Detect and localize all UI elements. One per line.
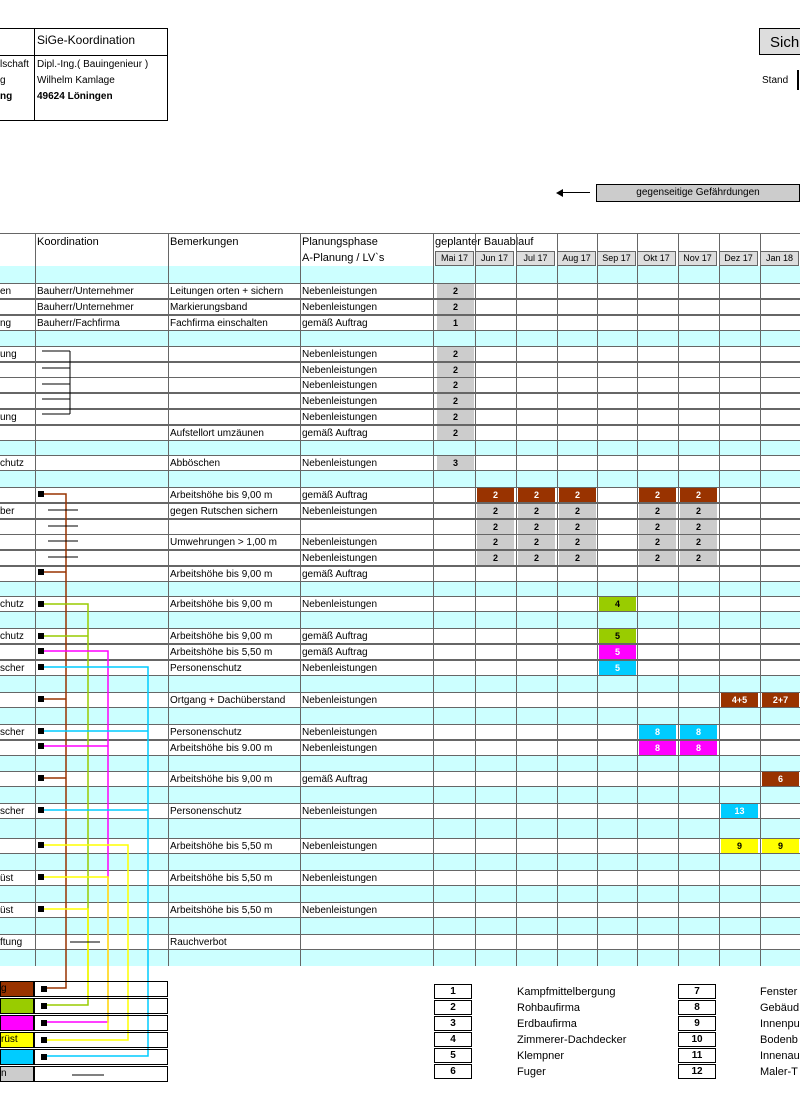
row-bemerkung: Arbeitshöhe bis 5,50 m bbox=[170, 873, 273, 884]
col-koordination: Koordination bbox=[37, 236, 99, 248]
row-bemerkung: Personenschutz bbox=[170, 663, 242, 674]
right-title: Sich bbox=[770, 34, 800, 51]
legend-number: 2 bbox=[434, 1000, 472, 1015]
schedule-cell: 2 bbox=[639, 488, 676, 502]
schedule-cell: 2 bbox=[518, 551, 555, 565]
legend-swatch bbox=[0, 981, 34, 997]
legend-trade: Maler-T bbox=[760, 1066, 798, 1078]
schedule-cell: 2 bbox=[437, 363, 474, 377]
legend-trade: Zimmerer-Dachdecker bbox=[517, 1034, 627, 1046]
schedule-cell: 2 bbox=[437, 426, 474, 440]
legend-trade: Kampfmittelbergung bbox=[517, 986, 616, 998]
legend-swatch bbox=[0, 998, 34, 1014]
month-2: Jul 17 bbox=[516, 251, 555, 266]
row-activity: üst bbox=[0, 905, 14, 916]
legend-number: 6 bbox=[434, 1064, 472, 1079]
schedule-cell: 2 bbox=[437, 347, 474, 361]
row-activity: üst bbox=[0, 873, 14, 884]
month-8: Jan 18 bbox=[760, 251, 799, 266]
row-activity: chutz bbox=[0, 599, 24, 610]
row-planungsphase: Nebenleistungen bbox=[302, 506, 378, 517]
row-koordination: Bauherr/Fachfirma bbox=[37, 318, 120, 329]
row-planungsphase: Nebenleistungen bbox=[302, 727, 378, 738]
schedule-cell: 2 bbox=[477, 504, 514, 518]
legend-box bbox=[34, 1032, 168, 1048]
schedule-cell: 2 bbox=[680, 535, 717, 549]
schedule-cell: 2 bbox=[518, 488, 555, 502]
row-planungsphase: Nebenleistungen bbox=[302, 458, 378, 469]
connector-brown bbox=[44, 494, 66, 988]
row-planungsphase: Nebenleistungen bbox=[302, 412, 378, 423]
row-planungsphase: gemäß Auftrag bbox=[302, 647, 368, 658]
schedule-cell: 8 bbox=[680, 741, 717, 755]
row-activity: scher bbox=[0, 727, 25, 738]
row-planungsphase: gemäß Auftrag bbox=[302, 631, 368, 642]
col-planungsphase2: A-Planung / LV`s bbox=[302, 252, 385, 264]
month-3: Aug 17 bbox=[557, 251, 596, 266]
sige-title: SiGe-Koordination bbox=[37, 33, 136, 47]
row-bemerkung: Personenschutz bbox=[170, 806, 242, 817]
row-planungsphase: Nebenleistungen bbox=[302, 286, 378, 297]
schedule-cell: 5 bbox=[599, 661, 636, 675]
row-activity: chutz bbox=[0, 631, 24, 642]
row-activity: ber bbox=[0, 506, 15, 517]
schedule-cell: 2 bbox=[639, 551, 676, 565]
schedule-cell: 2 bbox=[559, 551, 596, 565]
row-planungsphase: Nebenleistungen bbox=[302, 396, 378, 407]
schedule-cell: 13 bbox=[721, 804, 758, 818]
row-planungsphase: gemäß Auftrag bbox=[302, 569, 368, 580]
month-6: Nov 17 bbox=[678, 251, 717, 266]
row-planungsphase: Nebenleistungen bbox=[302, 302, 378, 313]
row-activity: scher bbox=[0, 806, 25, 817]
row-bemerkung: Abböschen bbox=[170, 458, 221, 469]
left-line3: ng bbox=[0, 91, 13, 102]
row-bemerkung: Fachfirma einschalten bbox=[170, 318, 268, 329]
marker-square bbox=[41, 1054, 47, 1060]
legend-trade: Bodenb bbox=[760, 1034, 798, 1046]
row-planungsphase: gemäß Auftrag bbox=[302, 490, 368, 501]
legend-number: 11 bbox=[678, 1048, 716, 1063]
left-line2: g bbox=[0, 75, 6, 86]
marker-square bbox=[41, 1037, 47, 1043]
legend-trade: Fenster bbox=[760, 986, 798, 998]
col-bauablauf: geplanter Bauablauf bbox=[435, 236, 534, 248]
legend-number: 9 bbox=[678, 1016, 716, 1031]
month-4: Sep 17 bbox=[597, 251, 636, 266]
schedule-cell: 2 bbox=[680, 488, 717, 502]
row-bemerkung: Arbeitshöhe bis 5,50 m bbox=[170, 647, 273, 658]
marker-square bbox=[41, 986, 47, 992]
schedule-cell: 8 bbox=[680, 725, 717, 739]
schedule-cell: 8 bbox=[639, 741, 676, 755]
row-activity: ng bbox=[0, 318, 12, 329]
engineer-name: Wilhelm Kamlage bbox=[37, 75, 115, 86]
row-planungsphase: gemäß Auftrag bbox=[302, 774, 368, 785]
schedule-cell: 2 bbox=[437, 378, 474, 392]
schedule-cell: 4 bbox=[599, 597, 636, 611]
row-bemerkung: Arbeitshöhe bis 5,50 m bbox=[170, 841, 273, 852]
schedule-cell: 4+5 bbox=[721, 693, 758, 707]
legend-number: 8 bbox=[678, 1000, 716, 1015]
legend-swatch-label: n bbox=[1, 1068, 7, 1079]
row-activity: en bbox=[0, 286, 12, 297]
schedule-cell: 2 bbox=[437, 410, 474, 424]
schedule-cell: 5 bbox=[599, 629, 636, 643]
schedule-cell: 2+7 bbox=[762, 693, 799, 707]
schedule-cell: 2 bbox=[477, 551, 514, 565]
legend-number: 5 bbox=[434, 1048, 472, 1063]
row-bemerkung: Arbeitshöhe bis 9,00 m bbox=[170, 490, 273, 501]
connector-magenta bbox=[44, 651, 108, 1022]
legend-swatch bbox=[0, 1049, 34, 1065]
col-bemerkungen: Bemerkungen bbox=[170, 236, 239, 248]
row-planungsphase: Nebenleistungen bbox=[302, 695, 378, 706]
schedule-cell: 2 bbox=[518, 504, 555, 518]
legend-trade: Rohbaufirma bbox=[517, 1002, 580, 1014]
legend-box bbox=[34, 981, 168, 997]
row-planungsphase: Nebenleistungen bbox=[302, 841, 378, 852]
row-bemerkung: Aufstellort umzäunen bbox=[170, 428, 264, 439]
legend-box bbox=[34, 1049, 168, 1065]
stand-label: Stand bbox=[762, 75, 789, 86]
schedule-cell: 1 bbox=[437, 316, 474, 330]
schedule-cell: 2 bbox=[639, 520, 676, 534]
row-bemerkung: Personenschutz bbox=[170, 727, 242, 738]
row-koordination: Bauherr/Unternehmer bbox=[37, 302, 134, 313]
month-0: Mai 17 bbox=[435, 251, 474, 266]
schedule-cell: 2 bbox=[518, 535, 555, 549]
col-planungsphase: Planungsphase bbox=[302, 236, 378, 248]
schedule-cell: 2 bbox=[477, 535, 514, 549]
schedule-cell: 3 bbox=[437, 456, 474, 470]
schedule-cell: 5 bbox=[599, 645, 636, 659]
row-activity: scher bbox=[0, 663, 25, 674]
legend-number: 10 bbox=[678, 1032, 716, 1047]
schedule-cell: 2 bbox=[437, 284, 474, 298]
schedule-cell: 2 bbox=[559, 504, 596, 518]
row-planungsphase: gemäß Auftrag bbox=[302, 428, 368, 439]
legend-box bbox=[34, 998, 168, 1014]
gefaehrdung-label: gegenseitige Gefährdungen bbox=[636, 187, 760, 198]
left-line1: lschaft bbox=[0, 59, 29, 70]
legend-trade: Fuger bbox=[517, 1066, 546, 1078]
month-7: Dez 17 bbox=[719, 251, 758, 266]
row-bemerkung: Arbeitshöhe bis 9,00 m bbox=[170, 569, 273, 580]
schedule-cell: 9 bbox=[721, 839, 758, 853]
schedule-cell: 2 bbox=[559, 535, 596, 549]
row-bemerkung: Arbeitshöhe bis 9.00 m bbox=[170, 743, 273, 754]
row-planungsphase: Nebenleistungen bbox=[302, 905, 378, 916]
legend-trade: Klempner bbox=[517, 1050, 565, 1062]
schedule-cell: 6 bbox=[762, 772, 799, 786]
row-planungsphase: Nebenleistungen bbox=[302, 599, 378, 610]
marker-square bbox=[41, 1003, 47, 1009]
row-planungsphase: Nebenleistungen bbox=[302, 537, 378, 548]
row-bemerkung: Arbeitshöhe bis 9,00 m bbox=[170, 631, 273, 642]
row-activity: ftung bbox=[0, 937, 23, 948]
schedule-cell: 2 bbox=[680, 504, 717, 518]
legend-swatch-label: rüst bbox=[1, 1034, 18, 1045]
row-koordination: Bauherr/Unternehmer bbox=[37, 286, 134, 297]
row-activity: ung bbox=[0, 412, 17, 423]
month-5: Okt 17 bbox=[637, 251, 676, 266]
row-planungsphase: gemäß Auftrag bbox=[302, 318, 368, 329]
schedule-cell: 2 bbox=[559, 520, 596, 534]
legend-number: 7 bbox=[678, 984, 716, 999]
legend-number: 1 bbox=[434, 984, 472, 999]
row-bemerkung: Leitungen orten + sichern bbox=[170, 286, 284, 297]
row-planungsphase: Nebenleistungen bbox=[302, 349, 378, 360]
legend-swatch bbox=[0, 1066, 34, 1082]
schedule-cell: 2 bbox=[680, 551, 717, 565]
row-planungsphase: Nebenleistungen bbox=[302, 806, 378, 817]
legend-number: 12 bbox=[678, 1064, 716, 1079]
legend-swatch bbox=[0, 1032, 34, 1048]
row-planungsphase: Nebenleistungen bbox=[302, 365, 378, 376]
schedule-cell: 2 bbox=[518, 520, 555, 534]
schedule-cell: 9 bbox=[762, 839, 799, 853]
schedule-cell: 2 bbox=[477, 488, 514, 502]
schedule-cell: 8 bbox=[639, 725, 676, 739]
legend-trade: Innenau bbox=[760, 1050, 800, 1062]
row-activity: chutz bbox=[0, 458, 24, 469]
marker-square bbox=[41, 1020, 47, 1026]
row-planungsphase: Nebenleistungen bbox=[302, 553, 378, 564]
row-bemerkung: Ortgang + Dachüberstand bbox=[170, 695, 286, 706]
schedule-cell: 2 bbox=[437, 394, 474, 408]
row-bemerkung: Markierungsband bbox=[170, 302, 248, 313]
schedule-cell: 2 bbox=[477, 520, 514, 534]
legend-box bbox=[34, 1015, 168, 1031]
row-bemerkung: gegen Rutschen sichern bbox=[170, 506, 278, 517]
engineer-city: 49624 Löningen bbox=[37, 91, 113, 102]
schedule-cell: 2 bbox=[639, 535, 676, 549]
schedule-cell: 2 bbox=[559, 488, 596, 502]
row-bemerkung: Arbeitshöhe bis 9,00 m bbox=[170, 599, 273, 610]
row-bemerkung: Rauchverbot bbox=[170, 937, 227, 948]
engineer-title: Dipl.-Ing.( Bauingenieur ) bbox=[37, 59, 149, 70]
legend-number: 3 bbox=[434, 1016, 472, 1031]
legend-swatch-label: g bbox=[1, 983, 7, 994]
row-bemerkung: Arbeitshöhe bis 5,50 m bbox=[170, 905, 273, 916]
month-1: Jun 17 bbox=[475, 251, 514, 266]
row-planungsphase: Nebenleistungen bbox=[302, 743, 378, 754]
schedule-cell: 2 bbox=[680, 520, 717, 534]
legend-box bbox=[34, 1066, 168, 1082]
row-planungsphase: Nebenleistungen bbox=[302, 873, 378, 884]
legend-trade: Innenpu bbox=[760, 1018, 800, 1030]
row-bemerkung: Arbeitshöhe bis 9,00 m bbox=[170, 774, 273, 785]
row-planungsphase: Nebenleistungen bbox=[302, 380, 378, 391]
legend-swatch bbox=[0, 1015, 34, 1031]
schedule-cell: 2 bbox=[639, 504, 676, 518]
legend-trade: Erdbaufirma bbox=[517, 1018, 577, 1030]
row-activity: ung bbox=[0, 349, 17, 360]
row-bemerkung: Umwehrungen > 1,00 m bbox=[170, 537, 278, 548]
schedule-cell: 2 bbox=[437, 300, 474, 314]
row-planungsphase: Nebenleistungen bbox=[302, 663, 378, 674]
legend-number: 4 bbox=[434, 1032, 472, 1047]
legend-trade: Gebäud bbox=[760, 1002, 800, 1014]
